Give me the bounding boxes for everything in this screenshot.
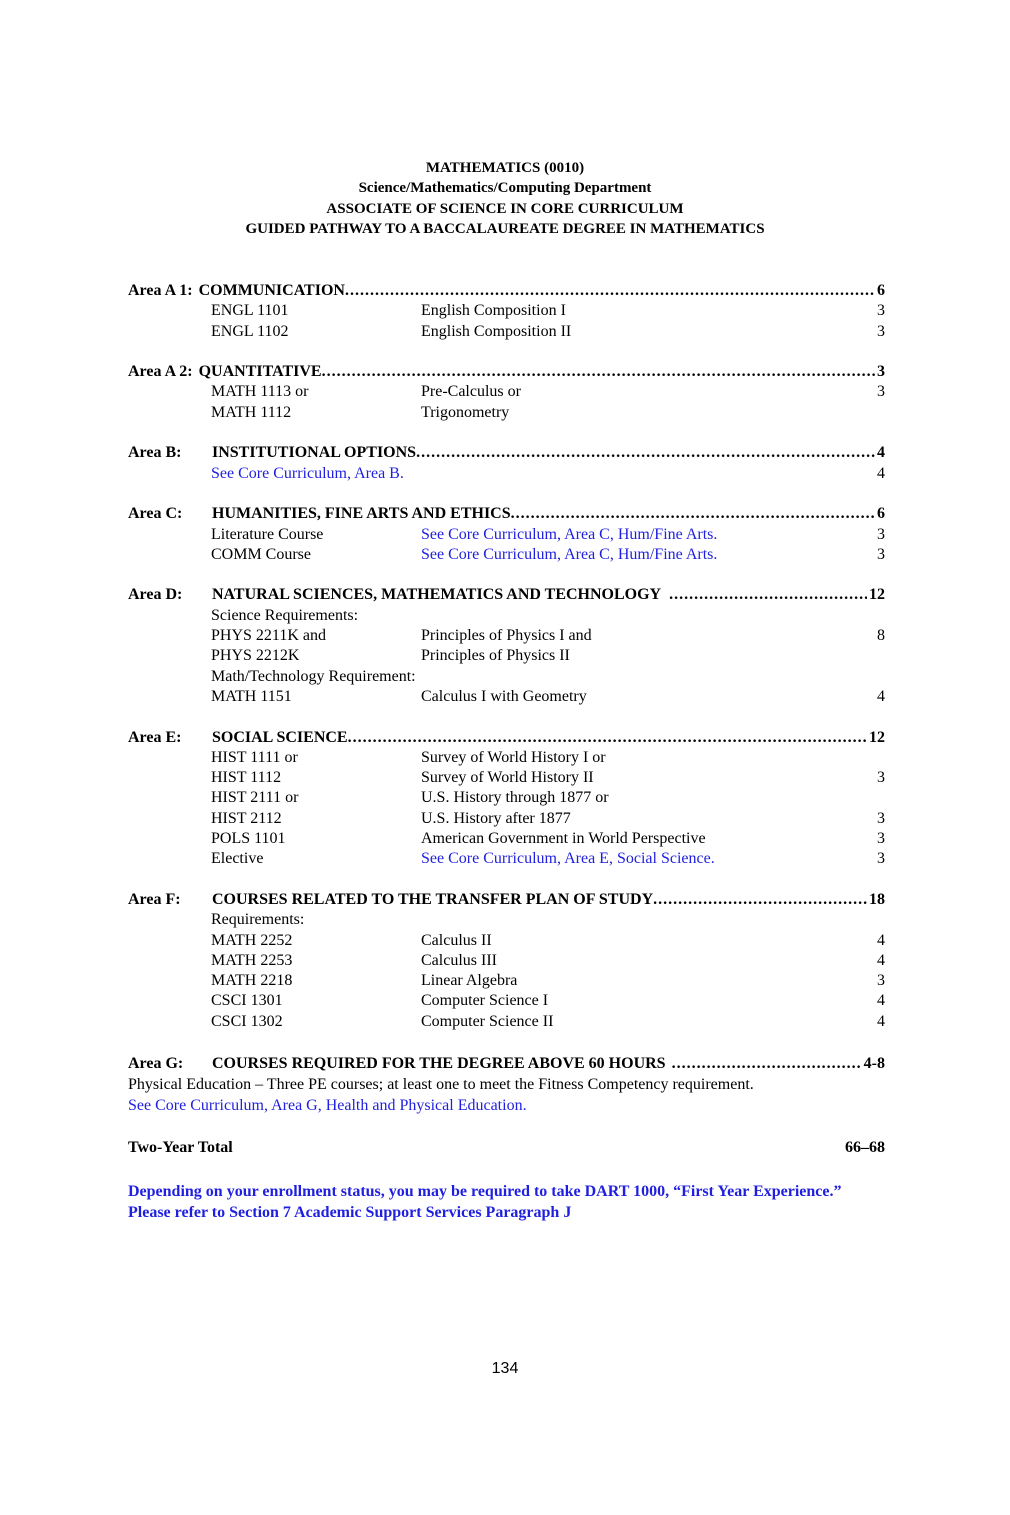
course-row [128,849,885,869]
area-a1-heading [128,281,885,301]
course-row [128,748,885,768]
course-code: PHYS 2212K [211,647,300,665]
course-code: MATH 2218 [211,972,293,990]
course-hours: 4 [877,687,885,705]
course-title: Pre-Calculus or [421,383,521,401]
course-code: MATH 1151 [211,687,292,705]
area-hours: 4-8 [863,1054,885,1072]
course-row [128,525,885,545]
course-title: English Composition I [421,302,566,320]
area-code: Area D: [128,586,183,604]
dart-notice: Depending on your enrollment status, you may be required to take DART 1000, “First Year Experience.” Please refer to Section 7 Academic Support Services Paragraph J [128,1182,842,1221]
course-row [128,1012,885,1032]
course-code: HIST 2112 [211,809,282,827]
course-code: ENGL 1102 [211,322,289,340]
area-b-heading [128,443,885,463]
course-row [128,301,885,321]
course-row [128,322,885,342]
subheading-row [128,667,885,687]
course-title: Computer Science I [421,992,549,1010]
degree-name: ASSOCIATE OF SCIENCE IN CORE CURRICULUM [326,200,684,217]
course-title: Principles of Physics I and [421,627,592,645]
course-row [128,971,885,991]
course-hours: 4 [877,931,885,949]
area-c-heading [128,504,885,524]
course-hours: 3 [877,972,885,990]
course-title: American Government in World Perspective [421,830,706,848]
course-hours: 3 [877,383,885,401]
area-f-heading [128,890,885,910]
dot-leader [672,1054,862,1074]
course-code: HIST 1111 or [211,748,298,766]
area-code: Area A 2: [128,363,193,381]
dot-leader [322,362,875,382]
course-row [128,687,885,707]
course-title: Linear Algebra [421,972,518,990]
two-year-total [128,1138,885,1158]
course-code: ENGL 1101 [211,302,289,320]
course-row [128,626,885,646]
course-hours: 4 [877,992,885,1010]
area-hours: 18 [869,890,885,908]
dot-leader [416,443,875,463]
area-title: HUMANITIES, FINE ARTS AND ETHICS [212,505,511,523]
core-curriculum-link[interactable]: See Core Curriculum, Area B. [211,464,404,482]
area-hours: 6 [877,282,885,299]
area-code: Area A 1: [128,282,193,299]
requirement-subheading: Requirements: [211,911,305,929]
course-title: U.S. History after 1877 [421,809,571,827]
course-hours: 3 [877,302,885,320]
course-hours: 8 [877,627,885,645]
area-title: SOCIAL SCIENCE [212,728,348,746]
course-code: MATH 1113 or [211,383,309,401]
subheading-row [128,606,885,626]
course-row [128,464,885,484]
area-title: INSTITUTIONAL OPTIONS [212,444,417,462]
course-hours: 3 [877,830,885,848]
page-number: 134 [491,1360,519,1377]
area-title: NATURAL SCIENCES, MATHEMATICS AND TECHNOLOGY [212,586,662,604]
course-code: Elective [211,850,264,868]
course-code: Literature Course [211,525,324,543]
area-code: Area G: [128,1054,184,1072]
course-row [128,382,885,402]
area-hours: 6 [877,505,885,523]
course-code: CSCI 1302 [211,1012,283,1030]
area-d-heading [128,585,885,605]
course-hours: 3 [877,769,885,787]
dot-leader [345,281,875,301]
dot-leader [511,504,875,524]
course-row [128,545,885,565]
course-hours: 3 [877,850,885,868]
area-code: Area B: [128,444,182,462]
area-title: COMMUNICATION [198,282,345,299]
course-code: MATH 2253 [211,951,293,969]
area-title: COURSES RELATED TO THE TRANSFER PLAN OF STUDY [212,890,654,908]
course-title: English Composition II [421,322,572,340]
department-name: Science/Mathematics/Computing Department [358,180,652,197]
course-title: Calculus III [421,951,497,969]
course-hours [845,403,885,423]
area-code: Area E: [128,728,182,746]
area-code: Area C: [128,505,183,523]
area-a2-heading [128,362,885,382]
course-code: MATH 2252 [211,931,293,949]
core-curriculum-link[interactable]: See Core Curriculum, Area E, Social Science. [421,850,715,868]
course-title: Calculus II [421,931,492,949]
subheading-row [128,910,885,930]
course-title: Computer Science II [421,1012,554,1030]
curriculum-content [128,281,885,1223]
course-code: PHYS 2211K and [211,627,326,645]
area-g-description [128,1074,768,1116]
document-header [0,158,1010,239]
course-row [128,788,885,808]
course-hours: 4 [877,951,885,969]
course-hours [845,646,885,666]
total-label: Two-Year Total [128,1139,233,1157]
course-title: U.S. History through 1877 or [421,789,609,807]
area-hours: 12 [869,728,885,746]
total-value: 66–68 [845,1139,885,1157]
course-hours: 3 [877,322,885,340]
area-code: Area F: [128,890,181,908]
area-title: COURSES REQUIRED FOR THE DEGREE ABOVE 60 HOURS [212,1054,666,1072]
requirement-subheading: Science Requirements: [211,606,359,624]
course-title: Calculus I with Geometry [421,687,587,705]
course-title: Principles of Physics II [421,647,570,665]
requirement-subheading: Math/Technology Requirement: [211,667,416,685]
course-hours: 4 [877,1012,885,1030]
course-hours [845,788,885,808]
course-row [128,809,885,829]
area-g-heading [128,1054,885,1074]
course-row [128,646,885,666]
core-curriculum-link[interactable]: See Core Curriculum, Area C, Hum/Fine Arts. [421,545,718,563]
course-code: MATH 1112 [211,403,292,421]
course-code: COMM Course [211,545,312,563]
course-row [128,931,885,951]
course-title: Survey of World History I or [421,748,606,766]
course-row [128,768,885,788]
area-hours: 12 [869,586,885,604]
dot-leader [653,890,867,910]
course-code: HIST 1112 [211,769,282,787]
course-title: Trigonometry [421,403,510,421]
course-title: Survey of World History II [421,769,594,787]
area-e-heading [128,728,885,748]
area-title: QUANTITATIVE [198,363,322,381]
course-row [128,991,885,1011]
course-hours: 4 [877,464,885,482]
area-hours: 3 [877,363,885,381]
course-row [128,403,885,423]
course-hours [845,748,885,768]
pathway-title: GUIDED PATHWAY TO A BACCALAUREATE DEGREE IN MATHEMATICS [245,220,765,237]
pe-requirement-text: Physical Education – Three PE courses; at least one to meet the Fitness Competency requirement. [128,1076,754,1094]
dot-leader [348,728,867,748]
course-code: POLS 1101 [211,830,286,848]
course-hours: 3 [877,525,885,543]
course-hours: 3 [877,809,885,827]
dot-leader [669,585,867,605]
course-row [128,829,885,849]
program-title: MATHEMATICS (0010) [425,160,585,176]
core-curriculum-link[interactable]: See Core Curriculum, Area C, Hum/Fine Arts. [421,525,718,543]
course-row [128,951,885,971]
area-hours: 4 [877,444,885,462]
core-curriculum-link[interactable]: See Core Curriculum, Area G, Health and Physical Education. [128,1097,527,1115]
course-hours: 3 [877,545,885,563]
course-code: CSCI 1301 [211,992,283,1010]
course-code: HIST 2111 or [211,789,299,807]
